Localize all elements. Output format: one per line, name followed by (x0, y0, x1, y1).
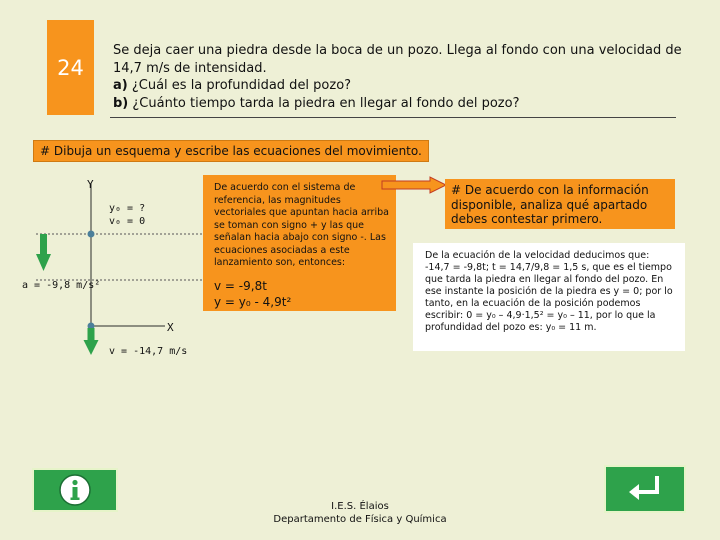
header-divider (110, 117, 676, 118)
part-a-question: ¿Cuál es la profundidad del pozo? (131, 78, 352, 93)
department-name: Departamento de Física y Química (273, 514, 447, 525)
velocity-equation: v = -9,8t (214, 279, 267, 293)
position-equation: y = y₀ - 4,9t² (214, 295, 292, 309)
hint-arrow-icon (380, 176, 450, 194)
hint-box: # De acuerdo con la información disponible, analiza qué apartado debes contestar primero. (445, 179, 675, 229)
conventions-text: De acuerdo con el sistema de referencia, las magnitudes vectoriales que apuntan hacia arriba se toman con signo + y las que señalan hacia abajo con signo -. Las ecuaciones asociadas a este lanzamiento son, entonces: (214, 182, 389, 268)
acceleration-arrow-shaft (40, 234, 47, 256)
problem-statement (113, 42, 683, 112)
answer-box: De la ecuación de la velocidad deducimos que: -14,7 = -9,8t; t = 14,7/9,8 = 1,5 s, que es el tiempo que tarda la piedra en llegar al fondo del pozo. En ese instante la posición de la piedra es y = 0; por lo tanto, en la ecuación de la posición podemos escribir: 0 = y₀ – 4,9·1,5² = y₀ – 11, por lo que la profundidad del pozo es: y₀ = 11 m. (413, 243, 685, 351)
y0-label: y₀ = ? (109, 203, 146, 214)
part-a-label: a) (113, 78, 128, 93)
return-arrow-icon (625, 472, 665, 506)
acceleration-label: a = -9,8 m/s² (22, 280, 101, 291)
school-name: I.E.S. Élaios (331, 501, 389, 512)
final-velocity-label: v = -14,7 m/s (109, 346, 188, 357)
v0-label: v₀ = 0 (109, 216, 146, 227)
motion-diagram (0, 175, 205, 375)
info-icon (58, 473, 92, 507)
part-b-question: ¿Cuánto tiempo tarda la piedra en llegar al fondo del pozo? (132, 95, 520, 111)
velocity-arrow-shaft (88, 328, 95, 342)
initial-position-point (88, 231, 95, 238)
y-axis-label: Y (87, 178, 94, 191)
footer (260, 500, 460, 526)
acceleration-arrow-head (36, 254, 51, 271)
instruction-prompt: # Dibuja un esquema y escribe las ecuaciones del movimiento. (33, 140, 429, 162)
problem-number: 24 (47, 20, 94, 115)
info-button[interactable] (32, 468, 118, 512)
part-b-label: b) (113, 95, 129, 111)
x-axis-label: X (167, 321, 174, 334)
statement-text: Se deja caer una piedra desde la boca de un pozo. Llega al fondo con una velocidad de 14,7 m/s de intensidad. (113, 43, 682, 76)
back-button[interactable] (604, 465, 686, 513)
velocity-arrow-head (84, 340, 99, 355)
